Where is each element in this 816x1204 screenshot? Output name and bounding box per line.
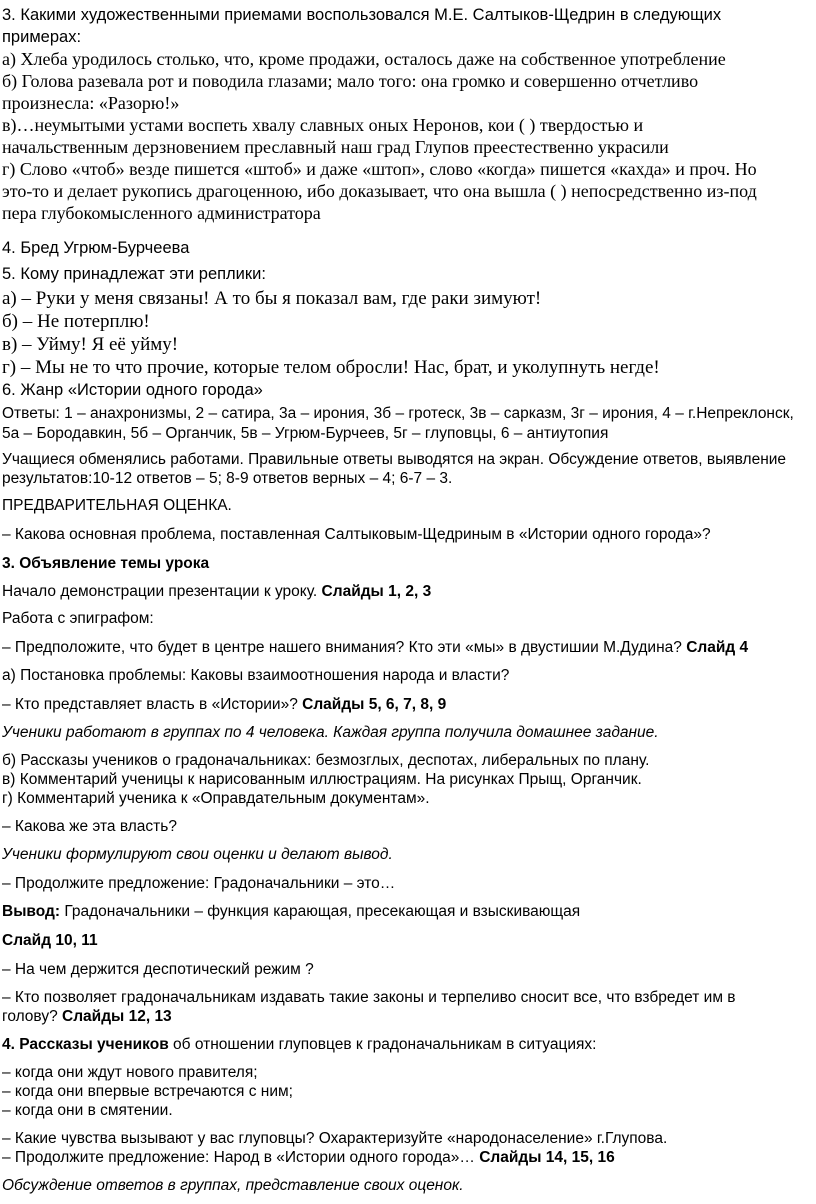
exchange-line-1: Учащиеся обменялись работами. Правильные ответы выводятся на экран. Обсуждение ответов, выявление [2, 451, 787, 468]
question-4: 4. Бред Угрюм-Бурчеева [2, 239, 190, 257]
continue-2-slides: Слайды 14, 15, 16 [479, 1149, 615, 1166]
conclusion-text: Градоначальники – функция карающая, пресекающая и взыскивающая [60, 903, 581, 920]
allows-line-2 [2, 1008, 172, 1026]
demo-line [2, 583, 431, 601]
suppose-line [2, 639, 748, 657]
q3-item-a: а) Хлеба уродилось столько, что, кроме продажи, осталось даже на собственное употребление [2, 49, 726, 69]
q3-item-b-line-2: произнесла: «Разорю!» [2, 93, 180, 113]
what-power-question: – Какова же эта власть? [2, 818, 177, 835]
groups-note: Ученики работают в группах по 4 человека. Каждая группа получила домашнее задание. [2, 724, 659, 741]
q3-item-g-line-1: г) Слово «чтоб» везде пишется «штоб» и даже «штоп», слово «когда» пишется «кахда» и проч. Но [2, 159, 757, 179]
q3-item-g-line-2: это-то и делает рукопись драгоценною, ибо доказывает, что она вышла ( ) непосредственно из-под [2, 181, 757, 201]
conclusion-label: Вывод: [2, 903, 61, 920]
comment-item-g: г) Комментарий ученика к «Оправдательным документам». [2, 790, 430, 807]
situation-2: – когда они впервые встречаются с ним; [2, 1083, 293, 1100]
suppose-text: – Предположите, что будет в центре нашего внимания? Кто эти «мы» в двустишии М.Дудина? [2, 639, 687, 656]
continue-2-text: – Продолжите предложение: Народ в «Истории одного города»… [2, 1149, 480, 1166]
question-3-title-line-2: примерах: [2, 28, 82, 46]
suppose-slide: Слайд 4 [686, 639, 749, 656]
discussion-note: Обсуждение ответов в группах, представление своих оценок. [2, 1177, 464, 1194]
slides-10-11: Слайд 10, 11 [2, 932, 98, 949]
situation-3: – когда они в смятении. [2, 1102, 173, 1119]
q5-item-a: а) – Руки у меня связаны! А то бы я показал вам, где раки зимуют! [2, 288, 542, 309]
allows-text: голову? [2, 1008, 63, 1025]
who-power-line [2, 696, 446, 714]
demo-text: Начало демонстрации презентации к уроку. [2, 583, 322, 600]
stories-item-b: б) Рассказы учеников о градоначальниках: безмозглых, деспотах, либеральных по плану. [2, 752, 650, 769]
section-4-line [2, 1036, 597, 1054]
section-4-text: об отношении глуповцев к градоначальникам в ситуациях: [168, 1036, 597, 1053]
q5-item-v: в) – Уйму! Я её уйму! [2, 334, 179, 355]
q3-item-g-line-3: пера глубокомысленного администратора [2, 203, 321, 223]
question-6: 6. Жанр «Истории одного города» [2, 381, 263, 399]
question-5-title: 5. Кому принадлежат эти реплики: [2, 265, 266, 283]
continue-sentence-2 [2, 1149, 615, 1167]
problem-statement: а) Постановка проблемы: Каковы взаимоотношения народа и власти? [2, 667, 510, 684]
main-problem-question: – Какова основная проблема, поставленная Салтыковым-Щедриным в «Истории одного города»? [2, 526, 711, 543]
despot-question: – На чем держится деспотический режим ? [2, 961, 314, 978]
who-power-text: – Кто представляет власть в «Истории»? [2, 696, 303, 713]
question-3-title-line-1: 3. Какими художественными приемами воспользовался М.Е. Салтыков-Щедрин в следующих [2, 6, 722, 24]
allows-slides: Слайды 12, 13 [62, 1008, 172, 1025]
q5-item-g: г) – Мы не то что прочие, которые телом обросли! Нас, брат, и уколупнуть негде! [2, 357, 660, 378]
preliminary-grade: ПРЕДВАРИТЕЛЬНАЯ ОЦЕНКА. [2, 497, 232, 514]
conclusion-line [2, 903, 580, 921]
who-power-slides: Слайды 5, 6, 7, 8, 9 [302, 696, 447, 713]
q3-item-b-line-1: б) Голова разевала рот и поводила глазами; мало того: она громко и совершенно отчетливо [2, 71, 699, 91]
allows-line-1: – Кто позволяет градоначальникам издавать такие законы и терпеливо сносит все, что взбредет им в [2, 989, 736, 1006]
answers-line-1: Ответы: 1 – анахронизмы, 2 – сатира, 3а – ирония, 3б – гротеск, 3в – сарказм, 3г – ирония, 4 – г.Непреклонск, [2, 405, 794, 422]
q5-item-b: б) – Не потерплю! [2, 311, 150, 332]
exchange-line-2: результатов:10-12 ответов – 5; 8-9 ответов верных – 4; 6-7 – 3. [2, 470, 453, 487]
answers-line-2: 5а – Бородавкин, 5б – Органчик, 5в – Угрюм-Бурчеев, 5г – глуповцы, 6 – антиутопия [2, 425, 609, 442]
formulate-note: Ученики формулируют свои оценки и делают вывод. [2, 846, 393, 863]
section-3-title: 3. Объявление темы урока [2, 555, 210, 572]
epigraph-label: Работа с эпиграфом: [2, 610, 154, 627]
feelings-question: – Какие чувства вызывают у вас глуповцы? Охарактеризуйте «народонаселение» г.Глупова. [2, 1130, 668, 1147]
continue-sentence-1: – Продолжите предложение: Градоначальники – это… [2, 875, 396, 892]
q3-item-v-line-2: начальственным дерзновением преславный наш град Глупов преестественно украсили [2, 137, 669, 157]
q3-item-v-line-1: в)…неумытыми устами воспеть хвалу славных оных Неронов, кои ( ) твердостью и [2, 115, 644, 135]
situation-1: – когда они ждут нового правителя; [2, 1064, 258, 1081]
demo-slides: Слайды 1, 2, 3 [321, 583, 432, 600]
section-4-title: 4. Рассказы учеников [2, 1036, 169, 1053]
comment-item-v: в) Комментарий ученицы к нарисованным иллюстрациям. На рисунках Прыщ, Органчик. [2, 771, 642, 788]
